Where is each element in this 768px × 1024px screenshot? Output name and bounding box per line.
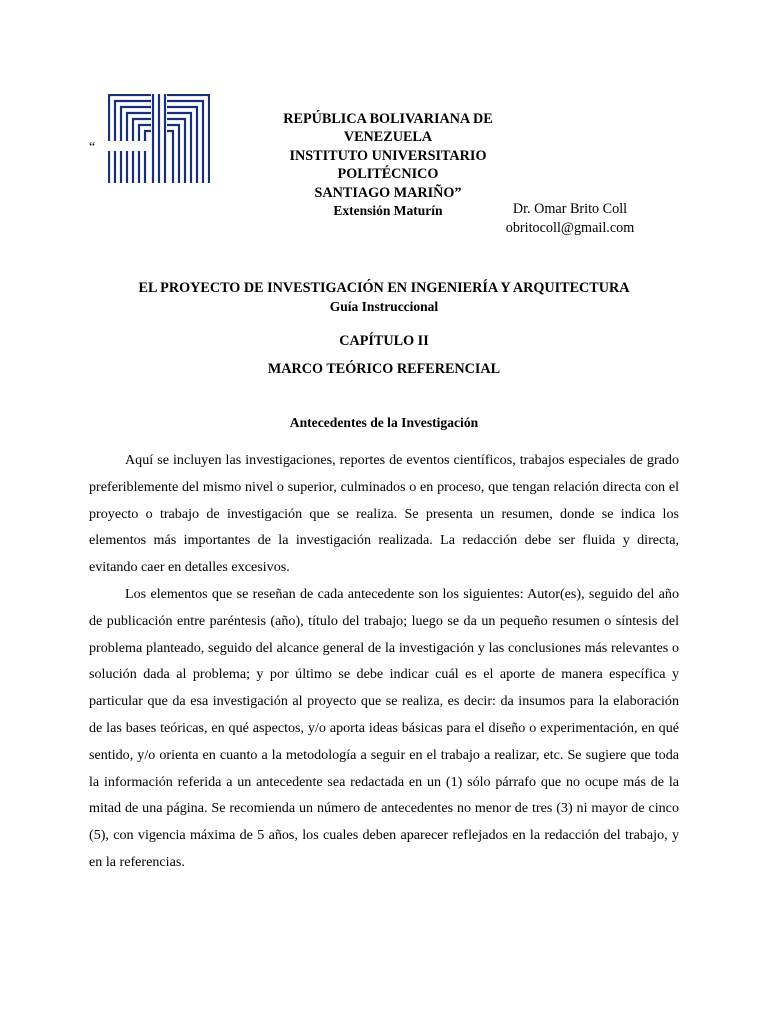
section-title: MARCO TEÓRICO REFERENCIAL: [267, 361, 501, 377]
institute-line: INSTITUTO UNIVERSITARIO POLITÉCNICO: [289, 147, 487, 183]
body-text: [89, 447, 679, 876]
author-email: obritocoll@gmail.com: [505, 219, 635, 236]
country-line: REPÚBLICA BOLIVARIANA DE VENEZUELA: [283, 111, 493, 146]
author-block: [470, 200, 670, 237]
document-title-block: [60, 280, 708, 315]
document-title: EL PROYECTO DE INVESTIGACIÓN EN INGENIERÍA Y ARQUITECTURA: [138, 280, 630, 296]
subsection-heading: Antecedentes de la Investigación: [289, 415, 479, 430]
quote-mark: “: [89, 140, 96, 155]
campus-line: Extensión Maturín: [333, 203, 443, 219]
document-subtitle: Guía Instruccional: [329, 298, 439, 314]
institution-logo-icon: [108, 94, 210, 184]
chapter-title: CAPÍTULO II: [339, 333, 429, 349]
institute-name-line: SANTIAGO MARIÑO”: [314, 184, 462, 201]
paragraph: Aquí se incluyen las investigaciones, reportes de eventos científicos, trabajos especiales de grado preferiblemente del mismo nivel o superior, culminados o en proceso, que tengan relación directa con el proyecto o trabajo de investigación que se realiza. Se presenta un resumen, donde se indica los elementos más importantes de la investigación realizada. La redacción debe ser fluida y directa, evitando caer en detalles excesivos.: [89, 452, 679, 576]
paragraph: Los elementos que se reseñan de cada antecedente son los siguientes: Autor(es), seguido del año de publicación entre paréntesis (año), título del trabajo; luego se da un pequeño resumen o síntesis del problema planteado, seguido del alcance general de la investigación y las conclusiones más relevantes o solución dada al problema; y por último se debe indicar cuál es el aporte de manera específica y particular que da esa investigación al proyecto que se realiza, es decir: da insumos para la elaboración de las bases teóricas, en qué aspectos, y/o aporta ideas básicas para el diseño o experimentación, en qué sentido, y/o orienta en cuanto a la metodología a seguir en el trabajo a realizar, etc. Se sugiere que toda la información referida a un antecedente sea redactada en un (1) sólo párrafo que no ocupe más de la mitad de una página. Se recomienda un número de antecedentes no menor de tres (3) ni mayor de cinco (5), con vigencia máxima de 5 años, los cuales deben aparecer reflejados en la redacción del trabajo, y en la referencias.: [89, 585, 679, 870]
author-name: Dr. Omar Brito Coll: [512, 201, 628, 217]
